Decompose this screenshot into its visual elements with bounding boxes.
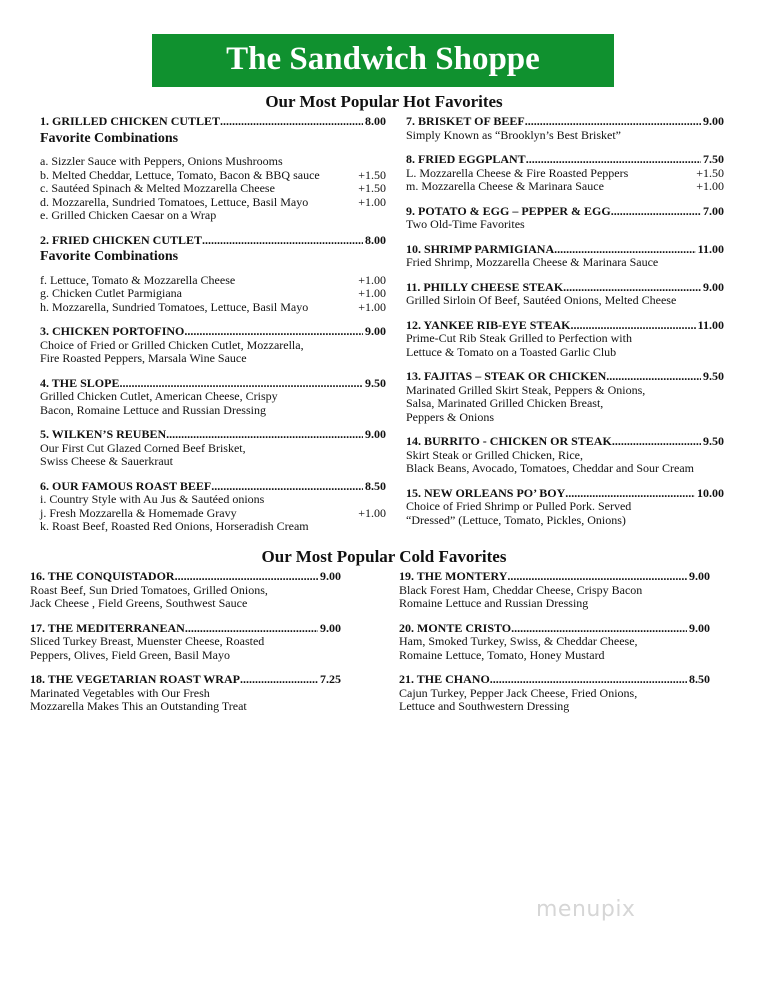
menu-item-price: 10.00 bbox=[697, 485, 724, 500]
menu-item-description: Our First Cut Glazed Corned Beef Brisket, bbox=[40, 440, 246, 455]
menu-item-title bbox=[40, 234, 386, 248]
option-price bbox=[382, 155, 386, 169]
option-row bbox=[40, 274, 386, 288]
dot-leader bbox=[166, 428, 363, 442]
menu-item-title bbox=[40, 480, 386, 494]
option-price: +1.00 bbox=[358, 194, 386, 209]
menu-item-description: Roast Beef, Sun Dried Tomatoes, Grilled Onions, bbox=[30, 582, 268, 597]
menu-item-description: Lettuce and Southwestern Dressing bbox=[399, 699, 570, 713]
option-text: L. Mozzarella Cheese & Fire Roasted Peppers bbox=[406, 165, 629, 180]
menu-item-name: 19. THE MONTERY bbox=[399, 569, 508, 583]
option-text: d. Mozzarella, Sundried Tomatoes, Lettuce, Basil Mayo bbox=[40, 194, 309, 209]
cold-left-column bbox=[30, 570, 341, 725]
dot-leader bbox=[612, 435, 701, 449]
menu-item bbox=[406, 115, 724, 142]
menu-item-title bbox=[406, 243, 724, 257]
menu-item-description: Romaine Lettuce and Russian Dressing bbox=[399, 596, 589, 610]
option-text: f. Lettuce, Tomato & Mozzarella Cheese bbox=[40, 272, 236, 287]
menu-item-title bbox=[30, 622, 341, 636]
menu-item-title bbox=[40, 377, 386, 391]
option-price: +1.00 bbox=[358, 272, 386, 287]
menu-item-price: 8.00 bbox=[365, 114, 386, 128]
option-list bbox=[406, 167, 724, 194]
option-row bbox=[40, 493, 386, 507]
menu-item-title bbox=[30, 673, 341, 687]
menu-item-price: 7.25 bbox=[320, 672, 341, 686]
menu-item-price: 9.00 bbox=[320, 569, 341, 583]
option-row bbox=[40, 287, 386, 301]
menu-item bbox=[406, 243, 724, 270]
dot-leader bbox=[202, 234, 363, 248]
menu-item-description: Simply Known as “Brooklyn’s Best Brisket” bbox=[406, 127, 621, 142]
option-price: +1.00 bbox=[696, 179, 724, 193]
menu-item-title bbox=[399, 570, 710, 584]
menu-item-name: 9. POTATO & EGG – PEPPER & EGG bbox=[406, 203, 611, 218]
menu-item-description: Salsa, Marinated Grilled Chicken Breast, bbox=[406, 396, 604, 410]
menu-item bbox=[406, 205, 724, 232]
option-row bbox=[40, 301, 386, 315]
dot-leader bbox=[184, 325, 363, 339]
dot-leader bbox=[211, 480, 363, 494]
menu-item-title bbox=[406, 115, 724, 129]
menu-item bbox=[30, 622, 341, 663]
menu-item-title bbox=[40, 325, 386, 339]
menu-item-name: 20. MONTE CRISTO bbox=[399, 620, 512, 635]
dot-leader bbox=[570, 319, 695, 333]
menu-item-price: 9.00 bbox=[703, 114, 724, 128]
menu-item-description: Cajun Turkey, Pepper Jack Cheese, Fried Onions, bbox=[399, 685, 638, 700]
menu-item-description: Fried Shrimp, Mozzarella Cheese & Marinara Sauce bbox=[406, 255, 659, 269]
option-price: +1.50 bbox=[358, 181, 386, 195]
menu-item-description: Jack Cheese , Field Greens, Southwest Sauce bbox=[30, 596, 248, 610]
dot-leader bbox=[220, 115, 363, 129]
option-row bbox=[406, 180, 724, 194]
menu-item bbox=[399, 673, 710, 714]
option-price: +1.50 bbox=[358, 167, 386, 182]
menu-item-description: Choice of Fried or Grilled Chicken Cutlet, Mozzarella, bbox=[40, 337, 304, 352]
menu-item-price: 9.50 bbox=[365, 375, 386, 390]
menu-item-price: 8.50 bbox=[689, 672, 710, 686]
dot-leader bbox=[554, 243, 696, 257]
menu-item bbox=[406, 370, 724, 424]
menu-item-title bbox=[40, 428, 386, 442]
menu-item bbox=[406, 281, 724, 308]
menu-item-title bbox=[30, 570, 341, 584]
menu-item-name: 16. THE CONQUISTADOR bbox=[30, 569, 175, 583]
menu-item-title bbox=[399, 622, 710, 636]
hot-left-column bbox=[40, 115, 386, 545]
menu-item-price: 9.50 bbox=[703, 434, 724, 448]
option-row bbox=[40, 182, 386, 196]
menu-item-name: 1. GRILLED CHICKEN CUTLET bbox=[40, 114, 221, 128]
menu-item bbox=[30, 570, 341, 611]
menu-item-description: Prime-Cut Rib Steak Grilled to Perfection with bbox=[406, 331, 632, 345]
dot-leader bbox=[563, 281, 701, 295]
menu-item-description: Choice of Fried Shrimp or Pulled Pork. Served bbox=[406, 499, 632, 513]
option-price bbox=[382, 520, 386, 534]
option-list bbox=[40, 274, 386, 315]
menu-item-name: 17. THE MEDITERRANEAN bbox=[30, 620, 185, 635]
page-title: The Sandwich Shoppe bbox=[226, 41, 540, 77]
menu-item-price: 11.00 bbox=[697, 317, 724, 332]
menu-item bbox=[399, 570, 710, 611]
menu-item-description: Mozzarella Makes This an Outstanding Treat bbox=[30, 699, 247, 713]
menu-item-price: 8.50 bbox=[365, 478, 386, 493]
menu-item bbox=[406, 435, 724, 476]
menu-item-description: Bacon, Romaine Lettuce and Russian Dressing bbox=[40, 402, 266, 417]
menu-item-name: 18. THE VEGETARIAN ROAST WRAP bbox=[30, 672, 240, 686]
option-row bbox=[40, 169, 386, 183]
option-text: e. Grilled Chicken Caesar on a Wrap bbox=[40, 208, 217, 222]
menu-item-title bbox=[406, 435, 724, 449]
option-row bbox=[40, 520, 386, 534]
option-price: +1.50 bbox=[696, 165, 724, 180]
menu-item-price: 7.00 bbox=[703, 203, 724, 218]
menu-item bbox=[399, 622, 710, 663]
menu-item bbox=[40, 480, 386, 534]
menu-item-name: 6. OUR FAMOUS ROAST BEEF bbox=[40, 478, 212, 493]
option-text: b. Melted Cheddar, Lettuce, Tomato, Bacon & BBQ sauce bbox=[40, 167, 320, 182]
menu-item-name: 4. THE SLOPE bbox=[40, 375, 120, 390]
menu-item-price: 9.00 bbox=[320, 620, 341, 635]
menu-item-name: 13. FAJITAS – STEAK OR CHICKEN bbox=[406, 369, 607, 383]
menu-item-title bbox=[406, 281, 724, 295]
menu-item-name: 10. SHRIMP PARMIGIANA bbox=[406, 241, 555, 256]
option-price: +1.00 bbox=[358, 299, 386, 314]
menu-item bbox=[40, 377, 386, 418]
menu-item-price: 9.00 bbox=[703, 279, 724, 294]
menu-item-name: 15. NEW ORLEANS PO’ BOY bbox=[406, 485, 566, 500]
menu-item-name: 8. FRIED EGGPLANT bbox=[406, 152, 526, 166]
option-price bbox=[382, 209, 386, 223]
menu-item-description: Marinated Vegetables with Our Fresh bbox=[30, 685, 210, 700]
dot-leader bbox=[490, 673, 687, 687]
menu-item-price: 9.00 bbox=[689, 569, 710, 583]
menu-item-price: 11.00 bbox=[697, 241, 724, 256]
option-text: g. Chicken Cutlet Parmigiana bbox=[40, 286, 182, 300]
menu-item-description: Fire Roasted Peppers, Marsala Wine Sauce bbox=[40, 351, 247, 365]
menu-item-title bbox=[399, 673, 710, 687]
menu-item-name: 12. YANKEE RIB-EYE STEAK bbox=[406, 317, 571, 332]
menu-item-price: 8.00 bbox=[365, 232, 386, 247]
menu-item-price: 7.50 bbox=[703, 152, 724, 166]
menu-item-title bbox=[40, 115, 386, 129]
option-text: m. Mozzarella Cheese & Marinara Sauce bbox=[406, 179, 604, 193]
menu-item-price: 9.00 bbox=[365, 324, 386, 338]
menu-item-name: 3. CHICKEN PORTOFINO bbox=[40, 324, 185, 338]
dot-leader bbox=[606, 370, 701, 384]
menu-item-description: Peppers, Olives, Field Green, Basil Mayo bbox=[30, 647, 230, 662]
option-text: i. Country Style with Au Jus & Sautéed onions bbox=[40, 492, 265, 506]
menu-item-description: “Dressed” (Lettuce, Tomato, Pickles, Onions) bbox=[406, 512, 626, 527]
menu-item-title bbox=[406, 370, 724, 384]
option-price: +1.00 bbox=[358, 286, 386, 300]
menu-item-description: Grilled Chicken Cutlet, American Cheese, Crispy bbox=[40, 389, 278, 403]
menu-item-price: 9.50 bbox=[703, 369, 724, 383]
menu-item-price: 9.00 bbox=[365, 427, 386, 441]
combinations-heading: Favorite Combinations bbox=[40, 130, 179, 146]
menu-item-title bbox=[406, 487, 724, 501]
option-row bbox=[40, 507, 386, 521]
menu-item bbox=[40, 428, 386, 469]
menu-item bbox=[406, 153, 724, 194]
menu-item-description: Black Beans, Avocado, Tomatoes, Cheddar and Sour Cream bbox=[406, 461, 694, 475]
page-title-banner bbox=[152, 34, 614, 87]
menu-item-description: Peppers & Onions bbox=[406, 409, 494, 424]
dot-leader bbox=[185, 622, 318, 636]
watermark-logo: menupix bbox=[536, 897, 636, 922]
dot-leader bbox=[175, 570, 318, 584]
dot-leader bbox=[511, 622, 687, 636]
menu-item-title bbox=[406, 205, 724, 219]
dot-leader bbox=[507, 570, 687, 584]
menu-item-description: Romaine Lettuce, Tomato, Honey Mustard bbox=[399, 647, 605, 662]
option-row bbox=[406, 167, 724, 181]
dot-leader bbox=[119, 377, 363, 391]
menu-item-description: Lettuce & Tomato on a Toasted Garlic Club bbox=[406, 344, 617, 359]
option-text: k. Roast Beef, Roasted Red Onions, Horseradish Cream bbox=[40, 519, 309, 533]
menu-item-name: 7. BRISKET OF BEEF bbox=[406, 114, 525, 128]
dot-leader bbox=[240, 673, 318, 687]
hot-right-column bbox=[406, 115, 724, 538]
option-row bbox=[40, 209, 386, 223]
menu-item-name: 11. PHILLY CHEESE STEAK bbox=[406, 279, 564, 294]
menu-item-description: Marinated Grilled Skirt Steak, Peppers & Onions, bbox=[406, 382, 646, 397]
option-text: h. Mozzarella, Sundried Tomatoes, Lettuce, Basil Mayo bbox=[40, 299, 309, 314]
menu-item bbox=[406, 487, 724, 528]
cold-right-column bbox=[399, 570, 710, 725]
menu-item-description: Grilled Sirloin Of Beef, Sautéed Onions, Melted Cheese bbox=[406, 293, 677, 307]
menu-item-description: Ham, Smoked Turkey, Swiss, & Cheddar Cheese, bbox=[399, 634, 638, 648]
menu-item bbox=[40, 115, 386, 223]
menu-item bbox=[40, 234, 386, 315]
option-price: +1.00 bbox=[358, 505, 386, 520]
menu-item-description: Sliced Turkey Breast, Muenster Cheese, Roasted bbox=[30, 634, 265, 648]
option-row bbox=[40, 196, 386, 210]
menu-item bbox=[30, 673, 341, 714]
menu-item-name: 2. FRIED CHICKEN CUTLET bbox=[40, 232, 203, 247]
menu-item-name: 21. THE CHANO bbox=[399, 672, 490, 686]
menu-item-description: Black Forest Ham, Cheddar Cheese, Crispy Bacon bbox=[399, 582, 643, 597]
dot-leader bbox=[565, 487, 695, 501]
menu-item-description: Two Old-Time Favorites bbox=[406, 217, 525, 231]
menu-item bbox=[406, 319, 724, 360]
option-text: a. Sizzler Sauce with Peppers, Onions Mushrooms bbox=[40, 154, 283, 168]
option-list bbox=[40, 155, 386, 223]
hot-section-heading: Our Most Popular Hot Favorites bbox=[265, 92, 503, 111]
option-price bbox=[382, 493, 386, 507]
dot-leader bbox=[611, 205, 701, 219]
option-text: c. Sautéed Spinach & Melted Mozzarella Cheese bbox=[40, 181, 275, 195]
menu-item-name: 14. BURRITO - CHICKEN OR STEAK bbox=[406, 434, 612, 448]
menu-item bbox=[40, 325, 386, 366]
option-row bbox=[40, 155, 386, 169]
cold-section-heading: Our Most Popular Cold Favorites bbox=[261, 547, 507, 566]
menu-item-description: Swiss Cheese & Sauerkraut bbox=[40, 454, 173, 468]
menu-item-price: 9.00 bbox=[689, 620, 710, 635]
menu-item-description: Skirt Steak or Grilled Chicken, Rice, bbox=[406, 447, 583, 462]
dot-leader bbox=[525, 115, 701, 129]
combinations-heading: Favorite Combinations bbox=[40, 249, 179, 264]
menu-item-title bbox=[406, 319, 724, 333]
option-list bbox=[40, 493, 386, 534]
option-text: j. Fresh Mozzarella & Homemade Gravy bbox=[40, 505, 237, 520]
dot-leader bbox=[526, 153, 701, 167]
menu-item-name: 5. WILKEN’S REUBEN bbox=[40, 427, 167, 441]
menu-item-title bbox=[406, 153, 724, 167]
